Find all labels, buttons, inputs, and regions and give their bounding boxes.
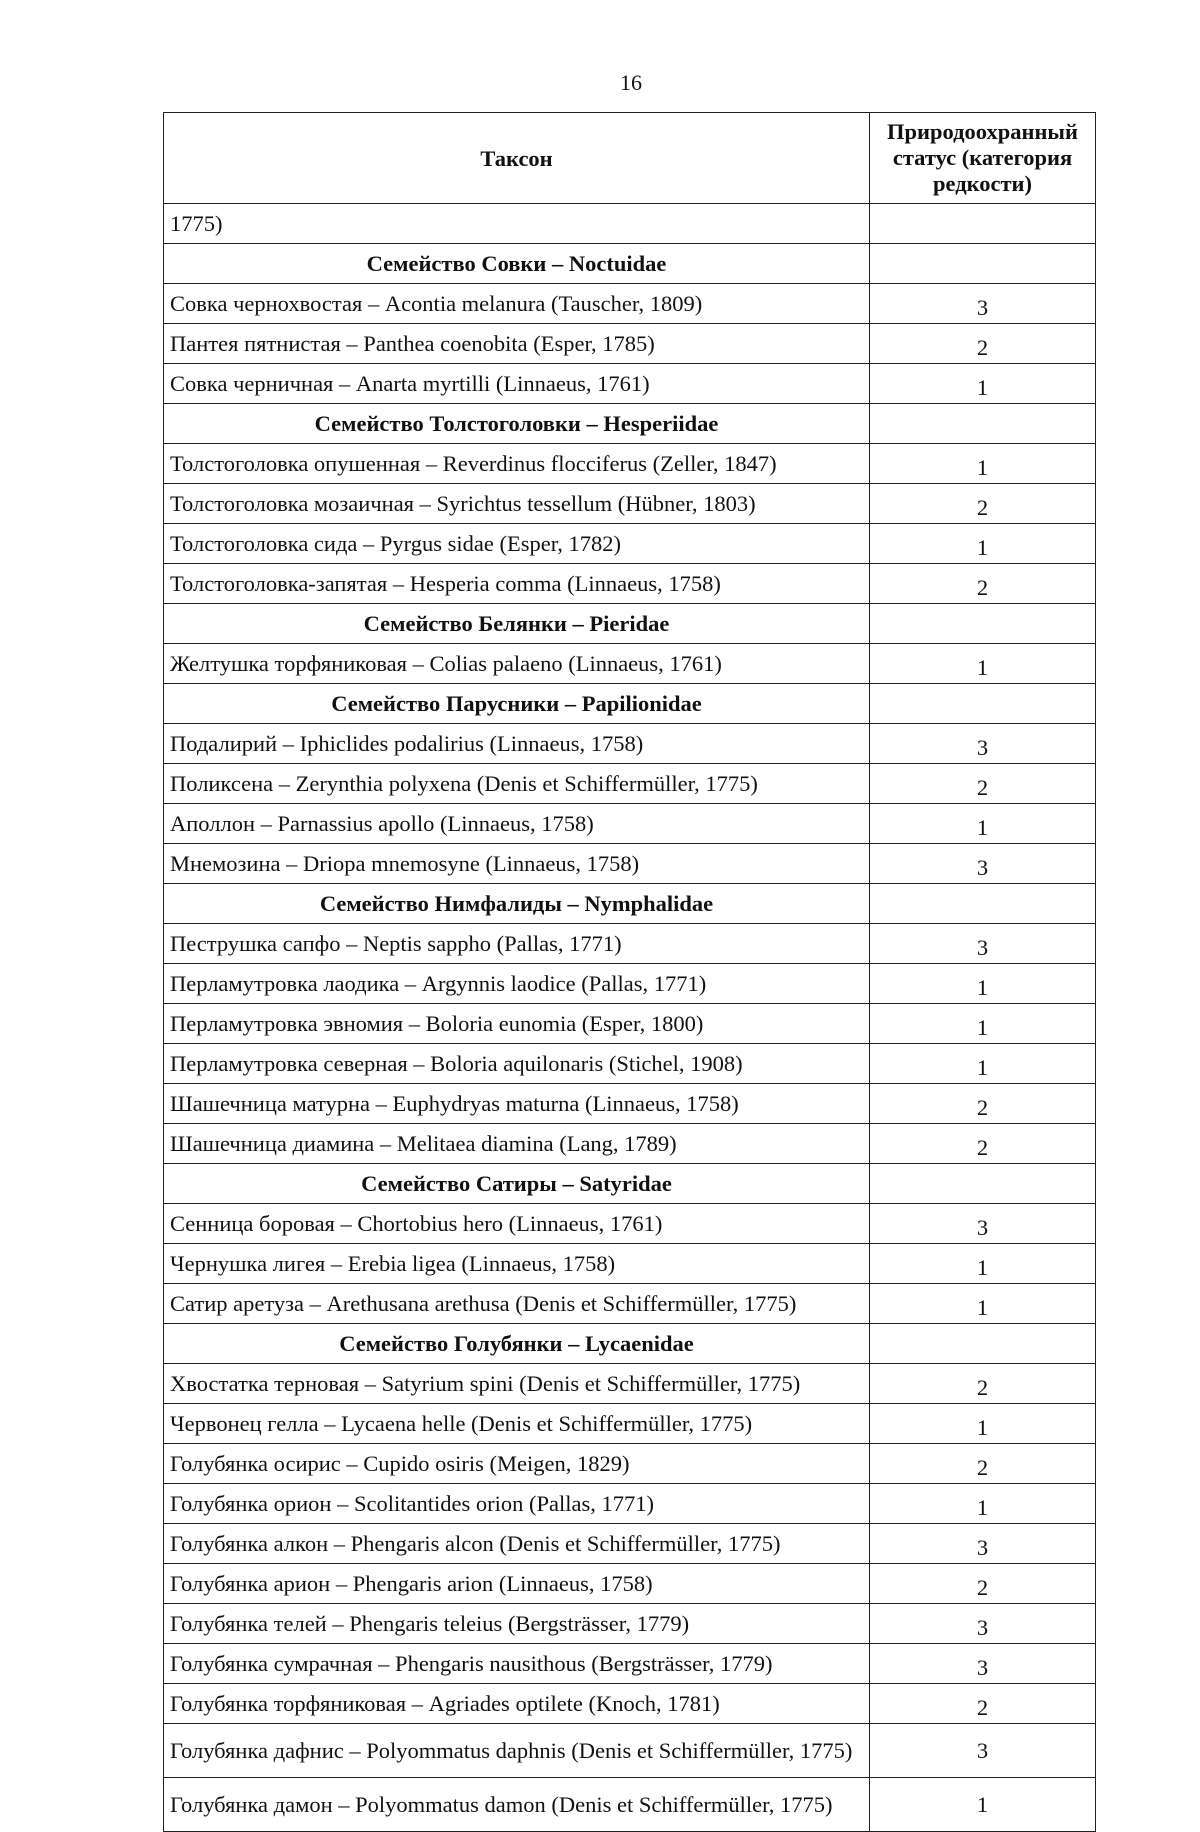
- taxon-name: Мнемозина – Driopa mnemosyne (Linnaeus, 1758): [164, 844, 870, 884]
- taxon-name: Голубянка орион – Scolitantides orion (Pallas, 1771): [164, 1484, 870, 1524]
- table-row: [164, 1724, 1096, 1778]
- taxon-name: Голубянка алкон – Phengaris alcon (Denis et Schiffermüller, 1775): [164, 1524, 870, 1564]
- table-body: [164, 204, 1096, 1832]
- taxon-name: Хвостатка терновая – Satyrium spini (Denis et Schiffermüller, 1775): [164, 1364, 870, 1404]
- rarity-category: 3: [870, 1724, 1096, 1778]
- table-row: [164, 644, 1096, 684]
- table-row: [164, 1364, 1096, 1404]
- taxon-name: Голубянка телей – Phengaris teleius (Bergsträsser, 1779): [164, 1604, 870, 1644]
- rarity-category: 3: [870, 724, 1096, 764]
- header-taxon: Таксон: [164, 113, 870, 204]
- table-row: [164, 844, 1096, 884]
- table-row: [164, 1244, 1096, 1284]
- taxon-name: Подалирий – Iphiclides podalirius (Linnaeus, 1758): [164, 724, 870, 764]
- rarity-category: 1: [870, 1244, 1096, 1284]
- taxon-name: Толстоголовка мозаичная – Syrichtus tessellum (Hübner, 1803): [164, 484, 870, 524]
- taxon-name: Голубянка дафнис – Polyommatus daphnis (Denis et Schiffermüller, 1775): [164, 1724, 870, 1778]
- rarity-category: [870, 244, 1096, 284]
- taxon-name: Пеструшка сапфо – Neptis sappho (Pallas, 1771): [164, 924, 870, 964]
- taxon-name: Сенница боровая – Chortobius hero (Linnaeus, 1761): [164, 1204, 870, 1244]
- table-row: [164, 1404, 1096, 1444]
- table-row: [164, 724, 1096, 764]
- taxon-name: Аполлон – Parnassius apollo (Linnaeus, 1758): [164, 804, 870, 844]
- rarity-category: 1: [870, 524, 1096, 564]
- taxon-name: Желтушка торфяниковая – Colias palaeno (Linnaeus, 1761): [164, 644, 870, 684]
- table-row: [164, 324, 1096, 364]
- table-row: [164, 204, 1096, 244]
- table-row: [164, 364, 1096, 404]
- rarity-category: 1: [870, 1778, 1096, 1832]
- rarity-category: 2: [870, 1124, 1096, 1164]
- table-row: [164, 964, 1096, 1004]
- family-name: Семейство Совки – Noctuidae: [164, 244, 870, 284]
- rarity-category: 2: [870, 1084, 1096, 1124]
- table-header-row: [164, 113, 1096, 204]
- family-name: Семейство Белянки – Pieridae: [164, 604, 870, 644]
- taxon-name: Толстоголовка опушенная – Reverdinus flocciferus (Zeller, 1847): [164, 444, 870, 484]
- taxon-name: Шашечница матурна – Euphydryas maturna (Linnaeus, 1758): [164, 1084, 870, 1124]
- rarity-category: 2: [870, 1564, 1096, 1604]
- table-row: [164, 924, 1096, 964]
- rarity-category: 3: [870, 284, 1096, 324]
- family-header-row: [164, 1164, 1096, 1204]
- rarity-category: 1: [870, 964, 1096, 1004]
- rarity-category: [870, 1324, 1096, 1364]
- rarity-category: 1: [870, 1004, 1096, 1044]
- rarity-category: 1: [870, 1284, 1096, 1324]
- family-name: Семейство Голубянки – Lycaenidae: [164, 1324, 870, 1364]
- rarity-category: [870, 684, 1096, 724]
- table-row: [164, 1204, 1096, 1244]
- taxon-name: Перламутровка эвномия – Boloria eunomia (Esper, 1800): [164, 1004, 870, 1044]
- rarity-category: 3: [870, 1204, 1096, 1244]
- table-row: [164, 1044, 1096, 1084]
- rarity-category: [870, 604, 1096, 644]
- rarity-category: 3: [870, 1604, 1096, 1644]
- table-row: [164, 764, 1096, 804]
- taxon-name: Пантея пятнистая – Panthea coenobita (Esper, 1785): [164, 324, 870, 364]
- table-row: [164, 1524, 1096, 1564]
- taxon-name: Толстоголовка сида – Pyrgus sidae (Esper, 1782): [164, 524, 870, 564]
- taxon-name: Совка чернохвостая – Acontia melanura (Tauscher, 1809): [164, 284, 870, 324]
- taxon-name: Перламутровка северная – Boloria aquilonaris (Stichel, 1908): [164, 1044, 870, 1084]
- taxon-name: Сатир аретуза – Arethusana arethusa (Denis et Schiffermüller, 1775): [164, 1284, 870, 1324]
- rarity-category: [870, 404, 1096, 444]
- table-row: [164, 1644, 1096, 1684]
- taxon-name: Голубянка сумрачная – Phengaris nausithous (Bergsträsser, 1779): [164, 1644, 870, 1684]
- taxon-name: Голубянка арион – Phengaris arion (Linnaeus, 1758): [164, 1564, 870, 1604]
- rarity-category: 1: [870, 364, 1096, 404]
- family-name: Семейство Парусники – Papilionidae: [164, 684, 870, 724]
- taxon-name: Голубянка торфяниковая – Agriades optilete (Knoch, 1781): [164, 1684, 870, 1724]
- family-name: Семейство Толстоголовки – Hesperiidae: [164, 404, 870, 444]
- rarity-category: 2: [870, 324, 1096, 364]
- red-book-table: [163, 112, 1096, 1832]
- taxon-name: Поликсена – Zerynthia polyxena (Denis et Schiffermüller, 1775): [164, 764, 870, 804]
- rarity-category: 3: [870, 1524, 1096, 1564]
- rarity-category: 2: [870, 1364, 1096, 1404]
- family-name: Семейство Сатиры – Satyridae: [164, 1164, 870, 1204]
- table-row: [164, 1604, 1096, 1644]
- rarity-category: 1: [870, 1484, 1096, 1524]
- rarity-category: 2: [870, 564, 1096, 604]
- rarity-category: 1: [870, 1044, 1096, 1084]
- table-row: [164, 484, 1096, 524]
- taxon-name: Совка черничная – Anarta myrtilli (Linnaeus, 1761): [164, 364, 870, 404]
- rarity-category: 2: [870, 484, 1096, 524]
- table-row: [164, 1564, 1096, 1604]
- taxon-name: Шашечница диамина – Melitaea diamina (Lang, 1789): [164, 1124, 870, 1164]
- taxon-name: Червонец гелла – Lycaena helle (Denis et Schiffermüller, 1775): [164, 1404, 870, 1444]
- rarity-category: 3: [870, 844, 1096, 884]
- rarity-category: 1: [870, 444, 1096, 484]
- table-row: [164, 284, 1096, 324]
- table-row: [164, 1444, 1096, 1484]
- table-row: [164, 1778, 1096, 1832]
- taxon-name: Чернушка лигея – Erebia ligea (Linnaeus, 1758): [164, 1244, 870, 1284]
- family-header-row: [164, 884, 1096, 924]
- taxon-name: Толстоголовка-запятая – Hesperia comma (Linnaeus, 1758): [164, 564, 870, 604]
- table-row: [164, 804, 1096, 844]
- family-header-row: [164, 244, 1096, 284]
- table-row: [164, 444, 1096, 484]
- rarity-category: [870, 1164, 1096, 1204]
- family-header-row: [164, 404, 1096, 444]
- rarity-category: 3: [870, 1644, 1096, 1684]
- table-row: [164, 1484, 1096, 1524]
- family-header-row: [164, 684, 1096, 724]
- table-row: [164, 1684, 1096, 1724]
- table-row: [164, 524, 1096, 564]
- rarity-category: 1: [870, 804, 1096, 844]
- rarity-category: 2: [870, 1444, 1096, 1484]
- table-row: [164, 564, 1096, 604]
- rarity-category: [870, 204, 1096, 244]
- table-row: [164, 1284, 1096, 1324]
- rarity-category: [870, 884, 1096, 924]
- taxon-name: Голубянка осирис – Cupido osiris (Meigen, 1829): [164, 1444, 870, 1484]
- taxon-name: Голубянка дамон – Polyommatus damon (Denis et Schiffermüller, 1775): [164, 1778, 870, 1832]
- rarity-category: 2: [870, 1684, 1096, 1724]
- header-status: Природоохранный статус (категория редкости): [870, 113, 1096, 204]
- taxon-name: 1775): [164, 204, 870, 244]
- family-header-row: [164, 604, 1096, 644]
- taxon-name: Перламутровка лаодика – Argynnis laodice (Pallas, 1771): [164, 964, 870, 1004]
- rarity-category: 2: [870, 764, 1096, 804]
- table-row: [164, 1004, 1096, 1044]
- rarity-category: 1: [870, 644, 1096, 684]
- rarity-category: 1: [870, 1404, 1096, 1444]
- rarity-category: 3: [870, 924, 1096, 964]
- family-name: Семейство Нимфалиды – Nymphalidae: [164, 884, 870, 924]
- table-row: [164, 1124, 1096, 1164]
- page-number: 16: [620, 70, 642, 95]
- table-row: [164, 1084, 1096, 1124]
- family-header-row: [164, 1324, 1096, 1364]
